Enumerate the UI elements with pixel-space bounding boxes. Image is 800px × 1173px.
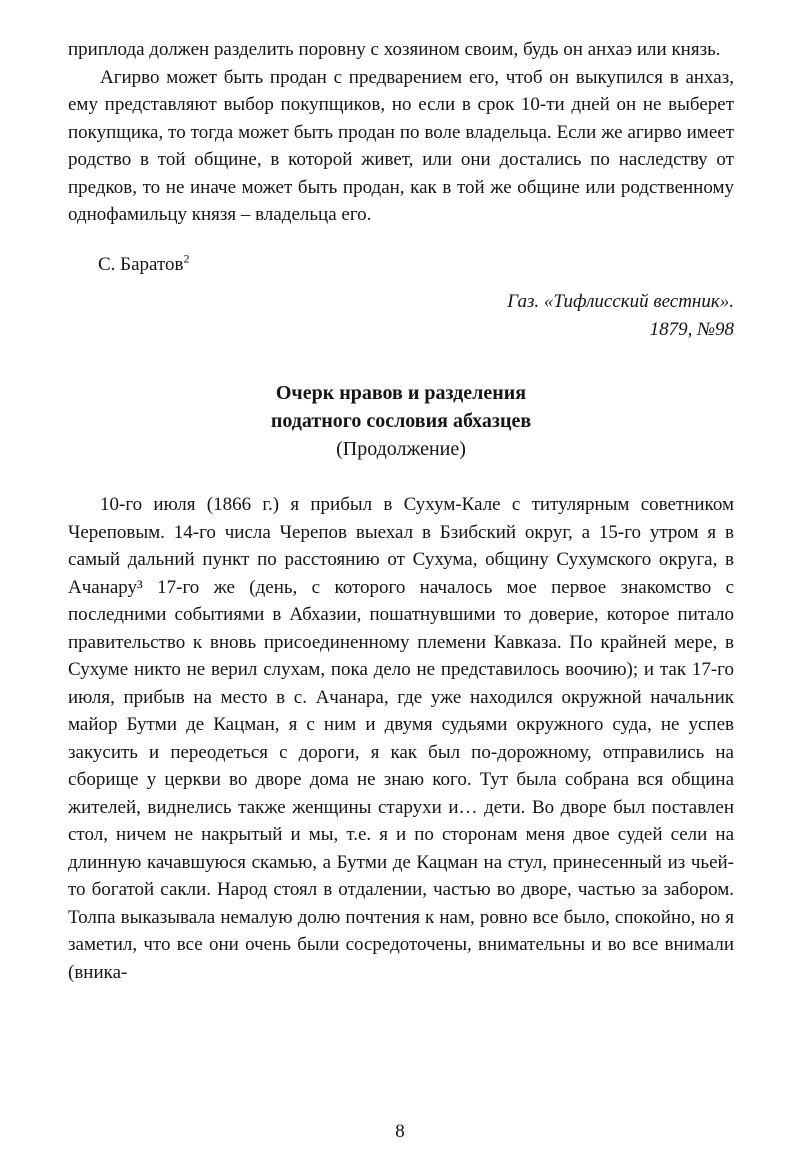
paragraph-continuation: приплода должен разделить поровну с хозяином своим, будь он анхаэ или князь.	[68, 39, 721, 60]
author-name: С. Баратов	[98, 253, 184, 275]
page-number: 8	[395, 1120, 405, 1142]
article-subtitle: (Продолжение)	[336, 438, 466, 460]
article-title-line2: податного сословия абхазцев	[270, 410, 532, 432]
author-signature	[98, 251, 734, 279]
article-heading	[68, 379, 734, 463]
source-citation-line2: 1879, №98	[649, 318, 734, 340]
paragraph-agirvo: Агирво может быть продан с предварением его, чтоб он выкупился в анхаз, ему представляют выбор покупщиков, но если в срок 10-ти дней он не выберет покупщика, то тогда может быть продан по воле владельца. Если же агирво имеет родство в той общине, в которой живет, или они достались по наследству от предков, то не иначе может быть продан, как в той же общине или родственному однофамильцу князя – владельца его.	[68, 66, 734, 225]
footnote-marker: 2	[183, 251, 190, 266]
article-body: 10-го июля (1866 г.) я прибыл в Сухум-Кале с титулярным советником Череповым. 14-го числа Черепов выехал в Бзибский округ, а 15-го утром я в самый дальний пункт по расстоянию от Сухума, общину Сухумского округа, в Ачанару³ 17-го же (день, с которого началось мое первое знакомство с последними событиями в Абхазии, пошатнувшими то доверие, которое питало правительство к вновь присоединенному племени Кавказа. По крайней мере, в Сухуме никто не верил слухам, пока дело не представилось воочию); и так 17-го июля, прибыв на место в с. Ачанара, где уже находился окружной начальник майор Бутми де Кацман, я с ним и двумя судьями окружного суда, не успев закусить и переодеться с дороги, я как был по-дорожному, отправились на сборище у церкви во дворе дома не знаю кого. Тут была собрана вся община жителей, виднелись также женщины старухи и… дети. Во дворе был поставлен стол, ничем не накрытый и мы, т.е. я и по сторонам меня двое судей сели на длинную качавшуюся скамью, а Бутми де Кацман на стул, принесенный из чьей-то богатой сакли. Народ стоял в отдалении, частью во дворе, частью за забором. Толпа выказывала немалую долю почтения к нам, ровно все было, спокойно, но я заметил, что все они очень были сосредоточены, внимательны и во все внимали (вника-	[68, 494, 734, 983]
article-title-line1: Очерк нравов и разделения	[275, 382, 527, 404]
source-citation-line1: Газ. «Тифлисский вестник».	[507, 291, 734, 312]
source-citation	[68, 288, 734, 343]
